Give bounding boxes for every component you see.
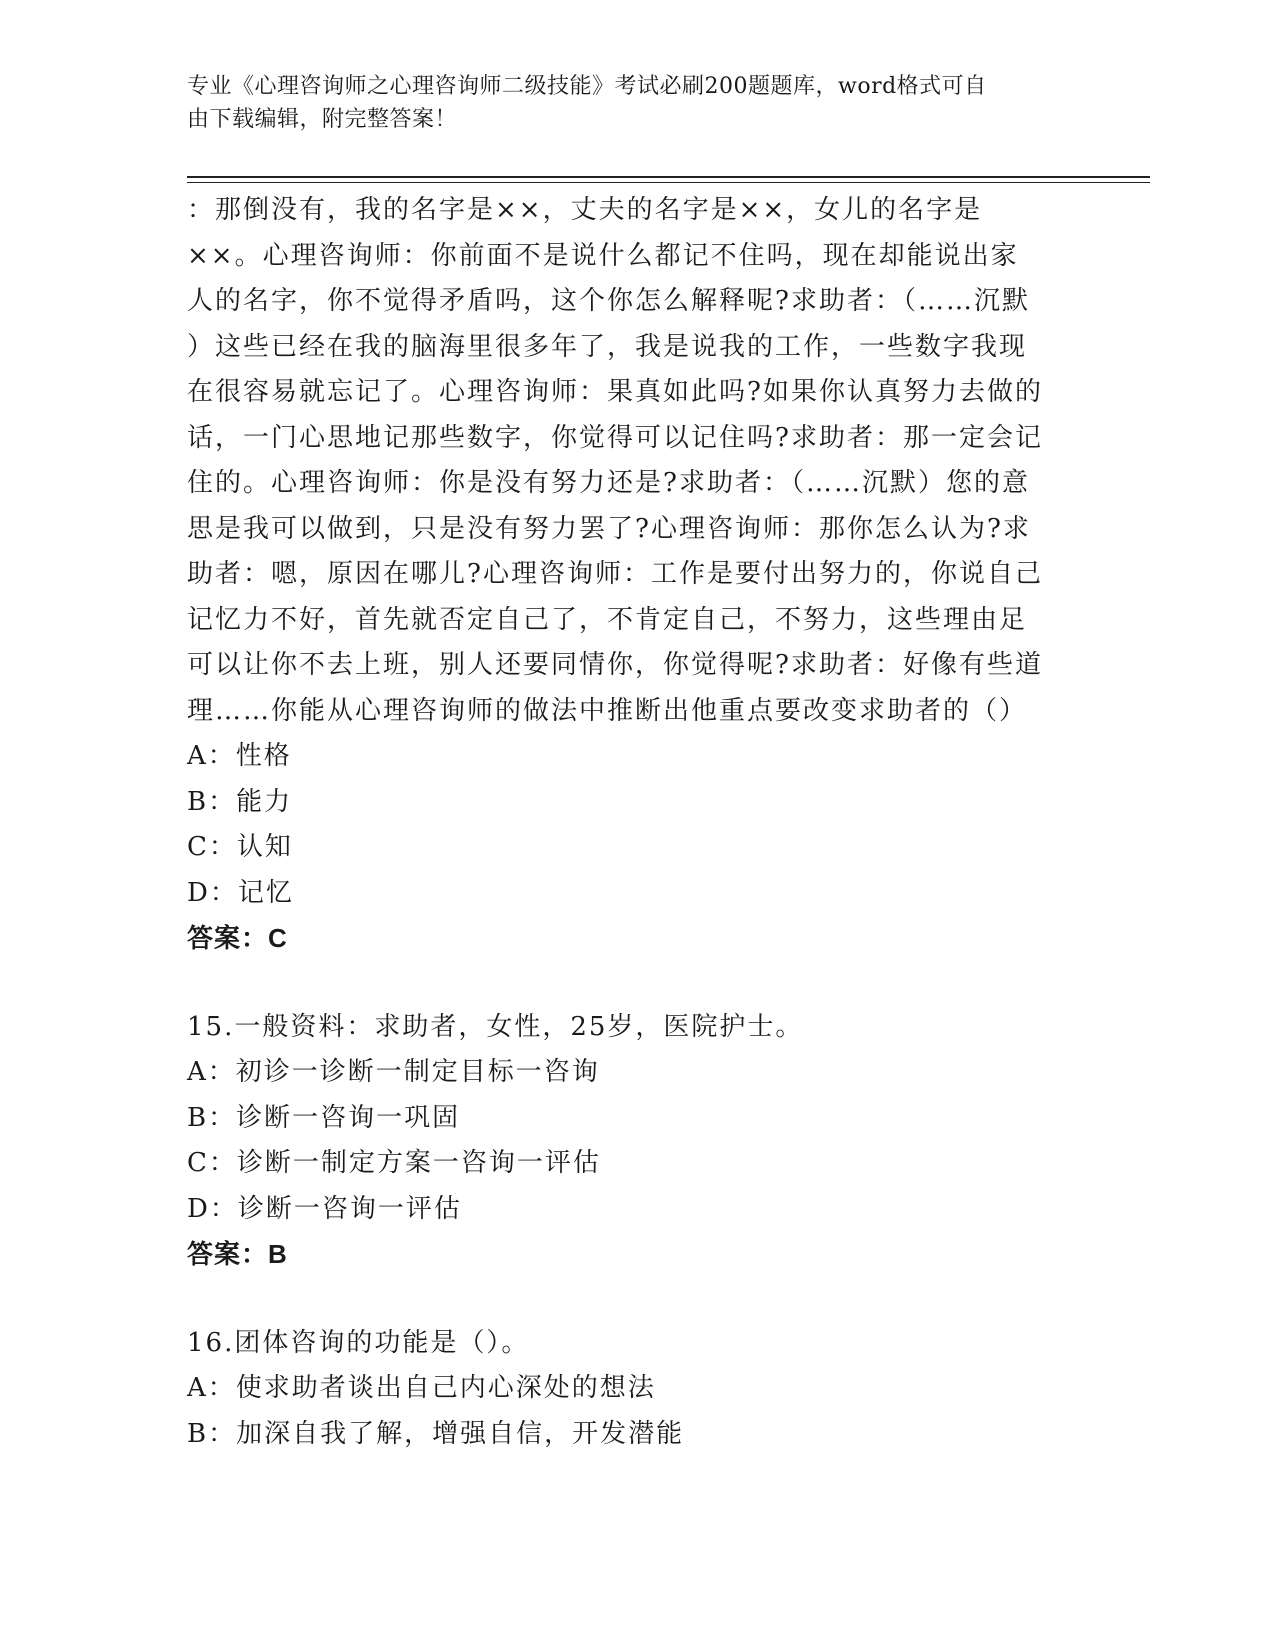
spacer — [187, 1278, 1077, 1321]
question-16-option-b: B：加深自我了解，增强自信，开发潜能 — [187, 1418, 685, 1449]
question-15-answer: 答案：B — [187, 1239, 288, 1269]
question-14-text-line: 可以让你不去上班，别人还要同情你，你觉得呢?求助者：好像有些道 — [187, 650, 1043, 680]
question-16-option-a: A：使求助者谈出自己内心深处的想法 — [187, 1373, 656, 1403]
document-header — [187, 70, 1067, 136]
question-14-text-line: 人的名字，你不觉得矛盾吗，这个你怎么解释呢?求助者：（……沉默 — [187, 286, 1030, 316]
question-15-option-a: A：初诊一诊断一制定目标一咨询 — [187, 1057, 600, 1087]
question-14-option-c: C：认知 — [187, 832, 293, 862]
question-16 — [187, 1321, 1077, 1458]
question-14 — [187, 188, 1077, 962]
question-14-text-line: 在很容易就忘记了。心理咨询师：果真如此吗?如果你认真努力去做的 — [187, 377, 1043, 407]
spacer — [187, 962, 1077, 1005]
question-14-text-line: 助者：嗯，原因在哪儿?心理咨询师：工作是要付出努力的，你说自己 — [187, 559, 1043, 589]
question-15-option-c: C：诊断一制定方案一咨询一评估 — [187, 1148, 601, 1178]
header-divider — [187, 176, 1150, 178]
question-14-text-line: 记忆力不好，首先就否定自己了，不肯定自己，不努力，这些理由足 — [187, 604, 1028, 635]
header-title-line-1: 专业《心理咨询师之心理咨询师二级技能》考试必刷200题题库，word格式可自 — [187, 74, 987, 99]
question-14-text-line: 思是我可以做到，只是没有努力罢了?心理咨询师：那你怎么认为?求 — [187, 513, 1031, 544]
question-14-answer: 答案：C — [187, 923, 288, 953]
question-14-option-b: B：能力 — [187, 786, 293, 817]
question-15-stem: 15.一般资料：求助者，女性，25岁，医院护士。 — [187, 1011, 804, 1042]
question-15-option-b: B：诊断一咨询一巩固 — [187, 1102, 461, 1133]
question-14-text-line: 住的。心理咨询师：你是没有努力还是?求助者：（……沉默）您的意 — [187, 468, 1030, 498]
question-15 — [187, 1005, 1077, 1278]
question-14-text-line: ）这些已经在我的脑海里很多年了，我是说我的工作，一些数字我现 — [187, 331, 1028, 362]
header-title-line-2: 由下载编辑，附完整答案！ — [187, 107, 458, 132]
question-14-text-line: 理……你能从心理咨询师的做法中推断出他重点要改变求助者的（） — [187, 695, 1028, 726]
question-14-text-line: ××。心理咨询师：你前面不是说什么都记不住吗，现在却能说出家 — [187, 240, 1019, 271]
question-15-option-d: D：诊断一咨询一评估 — [187, 1193, 462, 1224]
question-16-stem: 16.团体咨询的功能是（）。 — [187, 1327, 530, 1358]
question-14-option-d: D：记忆 — [187, 877, 294, 908]
question-14-text-line: ：那倒没有，我的名字是××，丈夫的名字是××，女儿的名字是 — [187, 195, 983, 225]
question-14-text-line: 话，一门心思地记那些数字，你觉得可以记住吗?求助者：那一定会记 — [187, 422, 1043, 453]
question-14-option-a: A：性格 — [187, 741, 292, 771]
document-body — [187, 188, 1077, 1457]
